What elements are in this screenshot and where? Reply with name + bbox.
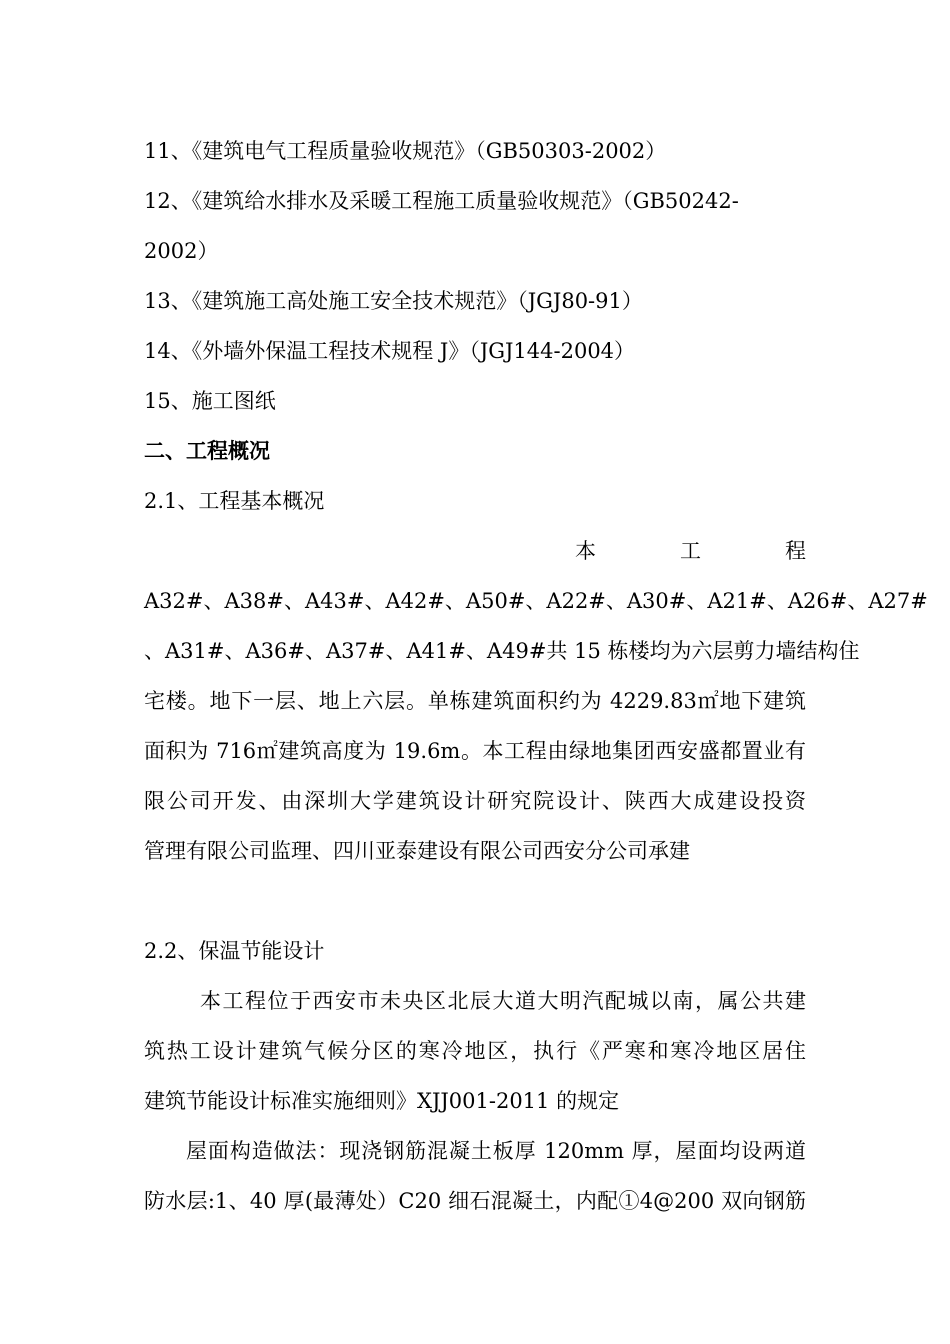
section-heading-overview: 二、工程概况: [144, 438, 270, 463]
overview-paragraph-line: 管理有限公司监理、四川亚泰建设有限公司西安分公司承建: [144, 839, 690, 863]
subsection-heading-2-1: 2.1、工程基本概况: [144, 489, 325, 513]
reference-item-14: 14、《外墙外保温工程技术规程 J》（JGJ144-2004）: [144, 339, 636, 363]
overview-paragraph-line: 、A31#、A36#、A37#、A41#、A49#共 15 栋楼均为六层剪力墙结构住: [144, 639, 860, 663]
reference-item-15: 15、施工图纸: [144, 389, 276, 413]
overview-paragraph-line: 宅楼。地下一层、地上六层。单栋建筑面积约为 4229.83㎡地下建筑: [144, 689, 806, 713]
reference-item-13: 13、《建筑施工高处施工安全技术规范》（JGJ80-91）: [144, 289, 643, 313]
insulation-paragraph-line: 本工程位于西安市未央区北辰大道大明汽配城以南，属公共建: [200, 989, 806, 1013]
reference-item-11: 11、《建筑电气工程质量验收规范》（GB50303-2002）: [144, 139, 667, 163]
roof-paragraph-line: 屋面构造做法：现浇钢筋混凝土板厚 120mm 厚，屋面均设两道: [186, 1139, 806, 1163]
spread-char: 程: [785, 539, 806, 563]
overview-paragraph-line: A32#、A38#、A43#、A42#、A50#、A22#、A30#、A21#、A26#、A27#: [144, 589, 928, 613]
roof-paragraph-line: 防水层:1、40 厚(最薄处）C20 细石混凝土，内配①4@200 双向钢筋: [144, 1189, 806, 1213]
spread-char: 工: [680, 539, 701, 563]
insulation-paragraph-line: 筑热工设计建筑气候分区的寒冷地区，执行《严寒和寒冷地区居住: [144, 1039, 806, 1063]
overview-paragraph-line: 限公司开发、由深圳大学建筑设计研究院设计、陕西大成建设投资: [144, 789, 806, 813]
insulation-paragraph-line: 建筑节能设计标准实施细则》XJJ001-2011 的规定: [144, 1089, 620, 1113]
overview-paragraph-line: 面积为 716㎡建筑高度为 19.6m。本工程由绿地集团西安盛都置业有: [144, 739, 806, 763]
spread-text-line: [575, 536, 806, 566]
reference-item-12-line2: 2002）: [144, 239, 219, 263]
spread-char: 本: [575, 539, 596, 563]
reference-item-12-line1: 12、《建筑给水排水及采暖工程施工质量验收规范》（GB50242-: [144, 189, 739, 213]
subsection-heading-2-2: 2.2、保温节能设计: [144, 939, 325, 963]
